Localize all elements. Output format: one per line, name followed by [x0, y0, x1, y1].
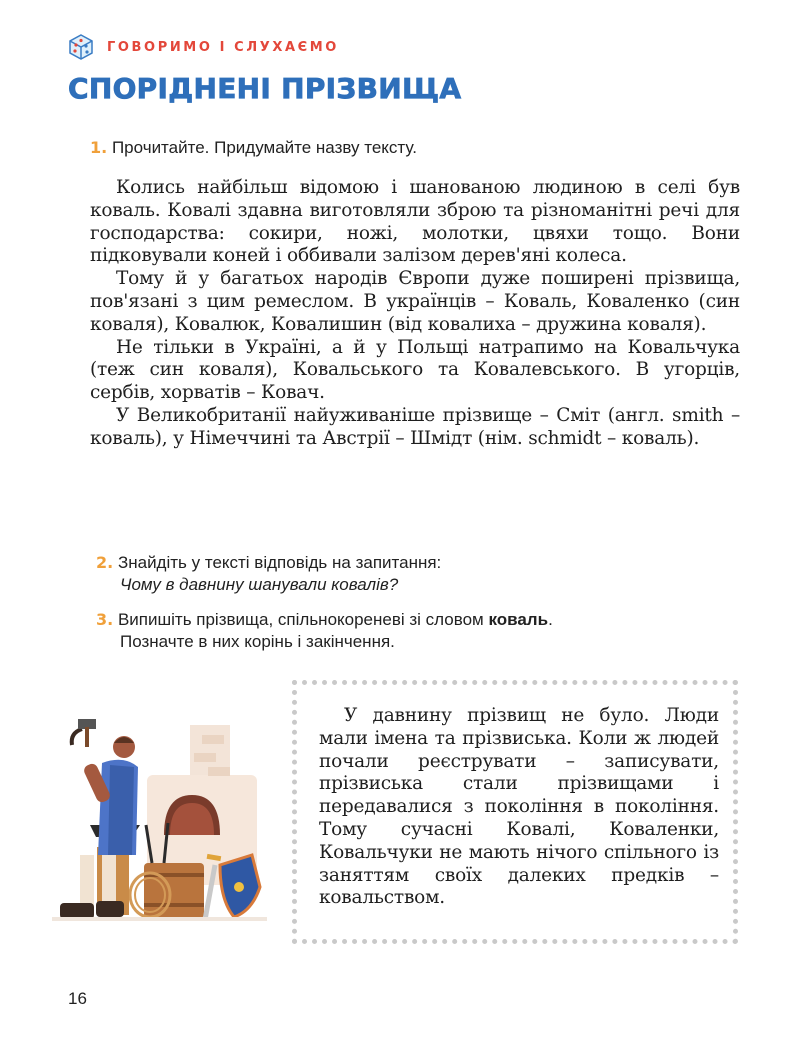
task-question: Чому в давнину шанували ковалів? [120, 575, 399, 594]
note-text: У давнину прізвищ не було. Люди мали імена та прізвиська. Коли ж людей почали реєструвати – записувати, прізвиська стали прізвищами і передавалися з покоління в покоління. Тому сучасні Ковалі, Коваленки, Ковальчуки не мають нічого спільного із заняттям своїх далеких предків – ковальством. [319, 705, 719, 909]
task-text-end: . [548, 610, 553, 629]
task-1 [90, 137, 417, 159]
story-paragraph: Тому й у багатьох народів Європи дуже поширені прізвища, пов'язані з цим ремеслом. В українців – Коваль, Коваленко (син коваля), Ковалюк, Ковалишин (від ковалиха – дружина коваля). [90, 268, 740, 335]
story-paragraph: Колись найбільш відомою і шанованою людиною в селі був коваль. Ковалі здавна виготовляли зброю та різноманітні речі для господарства: сокири, ножі, молотки, цвяхи тощо. Вони підковували коней і оббивали залізом дерев'яні колеса. [90, 177, 740, 267]
task-text: Випишіть прізвища, спільнокореневі зі словом [117, 610, 489, 629]
task-keyword: коваль [488, 610, 549, 629]
task-2 [96, 552, 441, 596]
task-number: 3. [96, 610, 114, 629]
task-number: 2. [96, 553, 114, 572]
task-3 [96, 609, 553, 653]
task-number: 1. [90, 138, 108, 157]
task-text: Знайдіть у тексті відповідь на запитання: [117, 553, 442, 572]
page-number: 16 [68, 989, 87, 1008]
section-header [67, 33, 339, 61]
section-label: ГОВОРИМО І СЛУХАЄМО [107, 39, 339, 55]
task-text: Прочитайте. Придумайте назву тексту. [111, 138, 417, 157]
story-text [90, 177, 740, 451]
page-title: СПОРІДНЕНІ ПРІЗВИЩА [68, 72, 462, 105]
story-paragraph: Не тільки в Україні, а й у Польщі натрапимо на Ковальчука (теж син коваля), Ковальського та Ковалевського. В угорців, сербів, хорватів – Ковач. [90, 336, 740, 404]
story-paragraph: У Великобританії найуживаніше прізвище – Сміт (англ. smith – коваль), у Німеччині та Австрії – Шмідт (нім. schmidt – коваль). [90, 404, 740, 449]
task-text-line2: Позначте в них корінь і закінчення. [120, 632, 395, 651]
speech-bubbles-icon [67, 33, 95, 61]
note-box [292, 680, 738, 944]
blacksmith-illustration [52, 705, 267, 925]
